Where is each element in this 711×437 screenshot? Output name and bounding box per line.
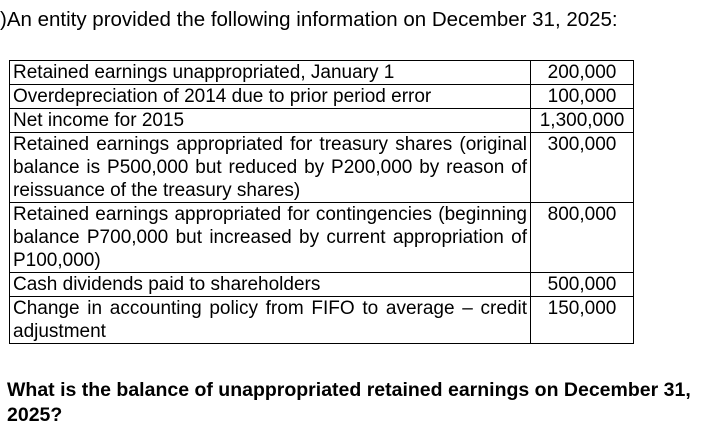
- table-row: [10, 85, 634, 109]
- table-row: [10, 297, 634, 344]
- row-description: Net income for 2015: [10, 109, 531, 133]
- information-table: [9, 60, 634, 344]
- table-row: [10, 273, 634, 297]
- row-amount: 100,000: [531, 85, 634, 109]
- row-description: Retained earnings unappropriated, January 1: [10, 61, 531, 85]
- table-row: [10, 61, 634, 85]
- row-description: Retained earnings appropriated for contingencies (beginning balance P700,000 but increased by current appropriation of P100,000): [10, 203, 531, 273]
- row-description: Retained earnings appropriated for treasury shares (original balance is P500,000 but reduced by P200,000 by reason of reissuance of the treasury shares): [10, 133, 531, 203]
- row-amount: 500,000: [531, 273, 634, 297]
- row-amount: 1,300,000: [531, 109, 634, 133]
- intro-text: )An entity provided the following information on December 31, 2025:: [0, 8, 618, 31]
- row-amount: 200,000: [531, 61, 634, 85]
- row-description: Overdepreciation of 2014 due to prior period error: [10, 85, 531, 109]
- table-row: [10, 109, 634, 133]
- row-amount: 300,000: [531, 133, 634, 203]
- row-amount: 150,000: [531, 297, 634, 344]
- table-row: [10, 203, 634, 273]
- row-amount: 800,000: [531, 203, 634, 273]
- table-row: [10, 133, 634, 203]
- question-text: What is the balance of unappropriated retained earnings on December 31, 2025?: [7, 379, 691, 426]
- row-description: Change in accounting policy from FIFO to average – credit adjustment: [10, 297, 531, 344]
- row-description: Cash dividends paid to shareholders: [10, 273, 531, 297]
